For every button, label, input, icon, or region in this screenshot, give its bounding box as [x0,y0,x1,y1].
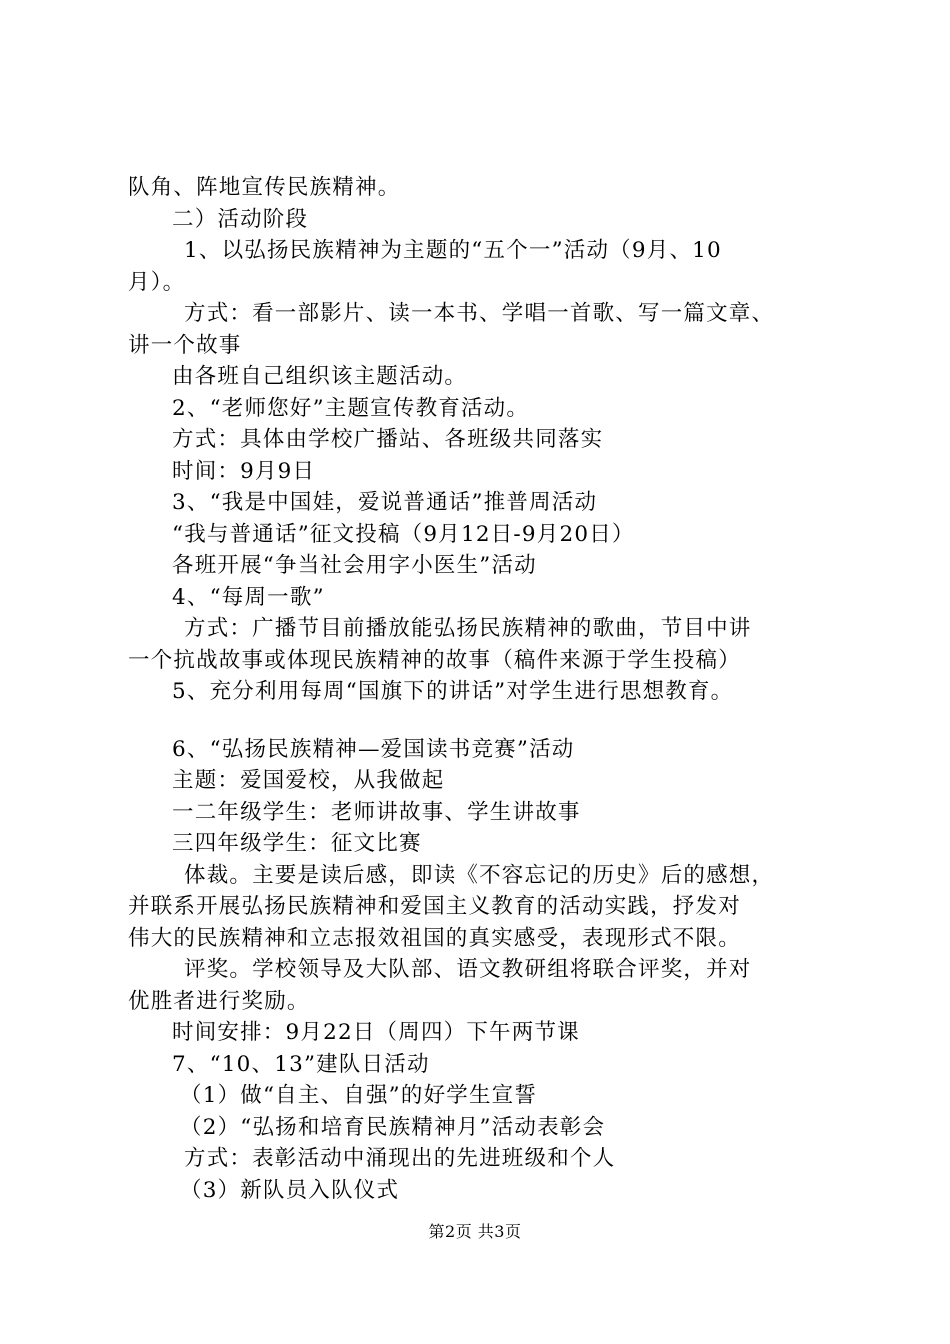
item-heading: 6、“弘扬民族精神—爱国读书竞赛”活动 [172,736,575,762]
text-line: 评奖。学校领导及大队部、语文教研组将联合评奖，并对 [184,957,752,982]
text-line: 方式：表彰活动中涌现出的先进班级和个人 [184,1146,616,1171]
text-line: 方式：具体由学校广播站、各班级共同落实 [172,427,604,452]
text-line: 队角、阵地宣传民族精神。 [128,175,401,200]
text-line: 体裁。主要是读后感，即读《不容忘记的历史》后的感想， [184,862,775,888]
item-heading: 1、以弘扬民族精神为主题的“五个一”活动（9月、10 [184,238,722,263]
text-line: 讲一个故事 [128,332,242,358]
item-heading: 7、“10、13”建队日活动 [172,1051,430,1077]
text-line: 优胜者进行奖励。 [128,988,310,1014]
text-line: 月）。 [128,269,186,295]
item-heading: 3、“我是中国娃，爱说普通话”推普周活动 [172,490,598,515]
section-heading: 二）活动阶段 [172,206,309,232]
text-line: 伟大的民族精神和立志报效祖国的真实感受，表现形式不限。 [128,925,741,951]
sub-item: （3）新队员入队仪式 [180,1177,400,1203]
document-body [128,172,833,1206]
text-line: 一二年级学生：老师讲故事、学生讲故事 [172,799,581,825]
sub-item: （2）“弘扬和培育民族精神月”活动表彰会 [180,1114,606,1140]
page-number-footer: 第2页 共3页 [428,1222,522,1241]
item-heading: 5、充分利用每周“国旗下的讲话”对学生进行思想教育。 [172,679,734,704]
text-line: 时间安排：9月22日（周四）下午两节课 [172,1020,580,1045]
item-heading: 2、“老师您好”主题宣传教育活动。 [172,395,530,421]
text-line: 并联系开展弘扬民族精神和爱国主义教育的活动实践，抒发对 [128,894,741,919]
text-line: 由各班自己组织该主题活动。 [172,364,468,389]
text-line: “我与普通话”征文投稿（9月12日-9月20日） [172,521,635,547]
sub-item: （1）做“自主、自强”的好学生宣誓 [180,1083,538,1108]
item-heading: 4、“每周一歌” [172,584,325,610]
text-line: 主题：爱国爱校，从我做起 [172,768,445,793]
text-line: 三四年级学生：征文比赛 [172,831,422,856]
text-line: 一个抗战故事或体现民族精神的故事（稿件来源于学生投稿） [128,647,741,673]
paragraph-gap [128,708,833,734]
text-line: 方式：广播节目前播放能弘扬民族精神的歌曲，节目中讲 [184,616,752,641]
text-line: 各班开展“争当社会用字小医生”活动 [172,553,537,578]
text-line: 时间：9月9日 [172,458,316,484]
text-line: 方式：看一部影片、读一本书、学唱一首歌、写一篇文章、 [184,301,775,326]
